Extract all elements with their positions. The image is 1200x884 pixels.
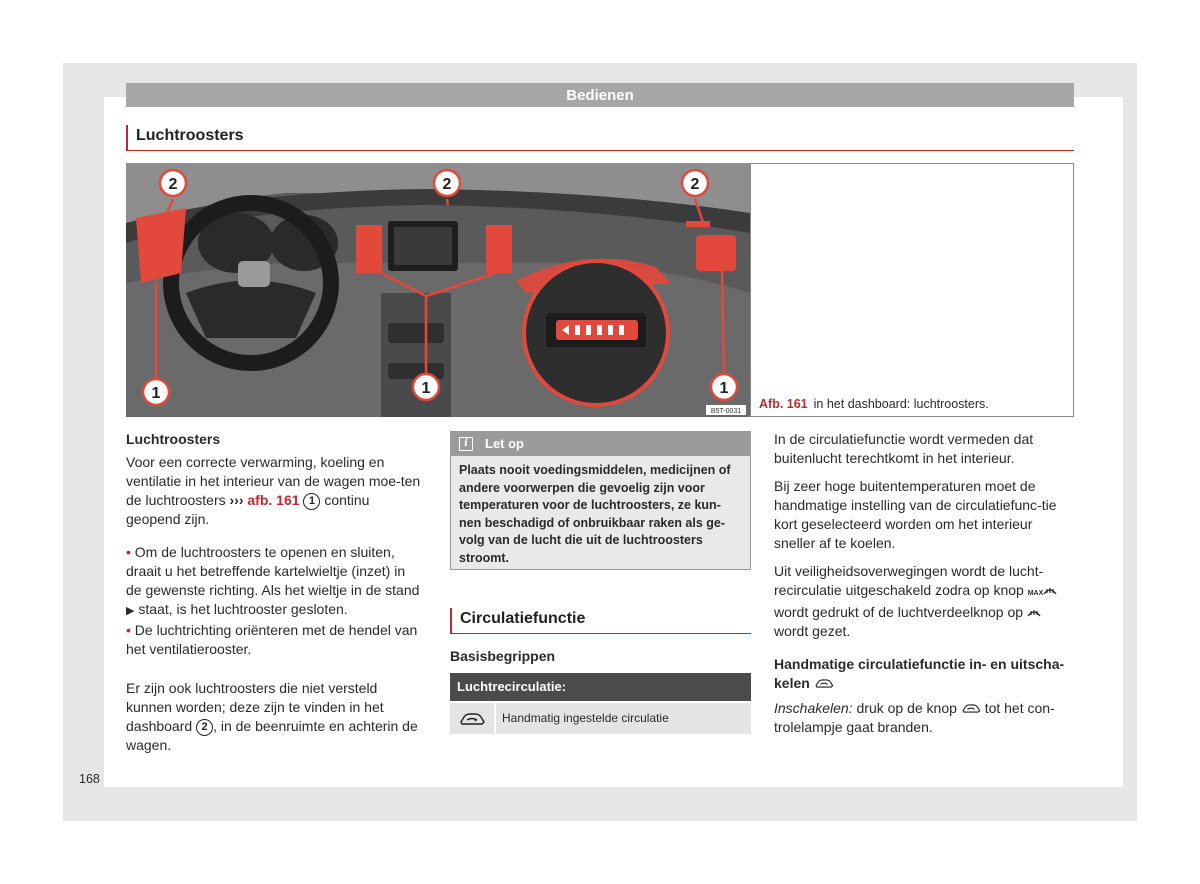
text: De luchtrichting oriënteren met de hendel van het ventilatierooster. [126,622,418,657]
note-title: Let op [485,436,524,451]
figure-callout-2: 2 [442,176,452,193]
label-inschakelen: Inschakelen: [774,700,853,716]
figure-callout-1: 1 [151,385,161,402]
table-header: Luchtrecirculatie: [450,673,751,701]
figure-ref[interactable]: Afb. 161 [759,397,808,411]
recirculation-icon [814,678,834,689]
max-label: MAX [1027,590,1044,597]
figure-callout-1: 1 [719,380,729,397]
text: continu geopend zijn. [126,492,370,527]
paragraph-fixed-vents [126,679,422,755]
chapter-header: Bedienen [126,83,1074,107]
section-title: Luchtroosters [126,125,1074,151]
text: staat, is het luchtrooster gesloten. [138,601,348,617]
text: Uit veiligheidsoverwegingen wordt de lucht-recirculatie uitgeschakeld zodra op knop [774,563,1044,598]
callout-1-icon: 1 [303,493,320,510]
note-box [450,431,751,570]
recirculation-icon [961,703,981,714]
subheading-basisbegrippen: Basisbegrippen [450,648,556,664]
triangle-right-icon: ▶ [126,605,135,617]
arrows-icon: ››› [229,492,244,508]
defrost-icon [1027,606,1041,618]
note-header [451,432,750,456]
bullet-item [126,543,422,621]
paragraph-intro [126,453,422,529]
paragraph-inschakelen [774,699,1074,737]
table-cell: Handmatig ingestelde circulatie [496,703,751,734]
page-number: 168 [79,772,100,786]
note-body: Plaats nooit voedingsmiddelen, medicijnen of andere voorwerpen die gevoelig zijn voor temperaturen voor de luchtroosters, ze kun-nen beschadigd of onbruikbaar raken als ge-volg van de lucht die uit de luchtroosters stroomt. [459,463,731,565]
heading-manual-circulation [774,655,1074,693]
figure-callout-2: 2 [690,176,700,193]
heading-luchtroosters: Luchtroosters [126,431,221,447]
text: tot het con-trolelampje gaat branden. [774,700,1055,735]
text: druk op de knop [856,700,957,716]
figure-code: B5T-0031 [710,408,742,415]
callout-2-icon: 2 [196,719,213,736]
figure-divider [750,163,751,417]
figure-link[interactable]: afb. 161 [247,492,300,508]
text: wordt gedrukt of de luchtverdeelknop op [774,604,1024,620]
column-right [774,430,1074,751]
figure-caption-text: in het dashboard: luchtroosters. [813,397,989,411]
paragraph: In de circulatiefunctie wordt vermeden dat buitenlucht terechtkomt in het interieur. [774,431,1034,466]
bullet-icon: • [126,622,131,638]
paragraph: Bij zeer hoge buitentemperaturen moet de handmatige instelling van de circulatiefunc-tie kort geselecteerd worden om het interieur sneller af te koelen. [774,478,1057,551]
text: wordt gezet. [774,623,851,639]
bullet-icon: • [126,544,131,560]
paragraph-safety [774,562,1074,641]
text: , in de beenruimte en achterin de wagen. [126,718,418,753]
info-icon: i [459,437,473,451]
text: Er zijn ook luchtroosters die niet versteld kunnen worden; deze zijn te vinden in het dashboard [126,680,384,734]
table-row [450,703,751,734]
dashboard-illustration [126,163,750,417]
column-left [126,430,422,769]
figure-caption [759,397,989,411]
figure-callout-2: 2 [168,176,178,193]
text: Voor een correcte verwarming, koeling en ventilatie in het interieur van de wagen moe-ten de luchtroosters [126,454,421,508]
section-title-circulatie: Circulatiefunctie [450,608,751,634]
bullet-item [126,621,422,659]
max-defrost-icon [1028,582,1058,598]
text: Handmatige circulatiefunctie in- en uitscha-kelen [774,656,1065,691]
recirculation-icon [450,703,494,734]
figure-callout-1: 1 [421,380,431,397]
text: Om de luchtroosters te openen en sluiten, draait u het betreffende kartelwieltje (inzet) in de gewenste richting. Als het wieltje in de stand [126,544,420,598]
